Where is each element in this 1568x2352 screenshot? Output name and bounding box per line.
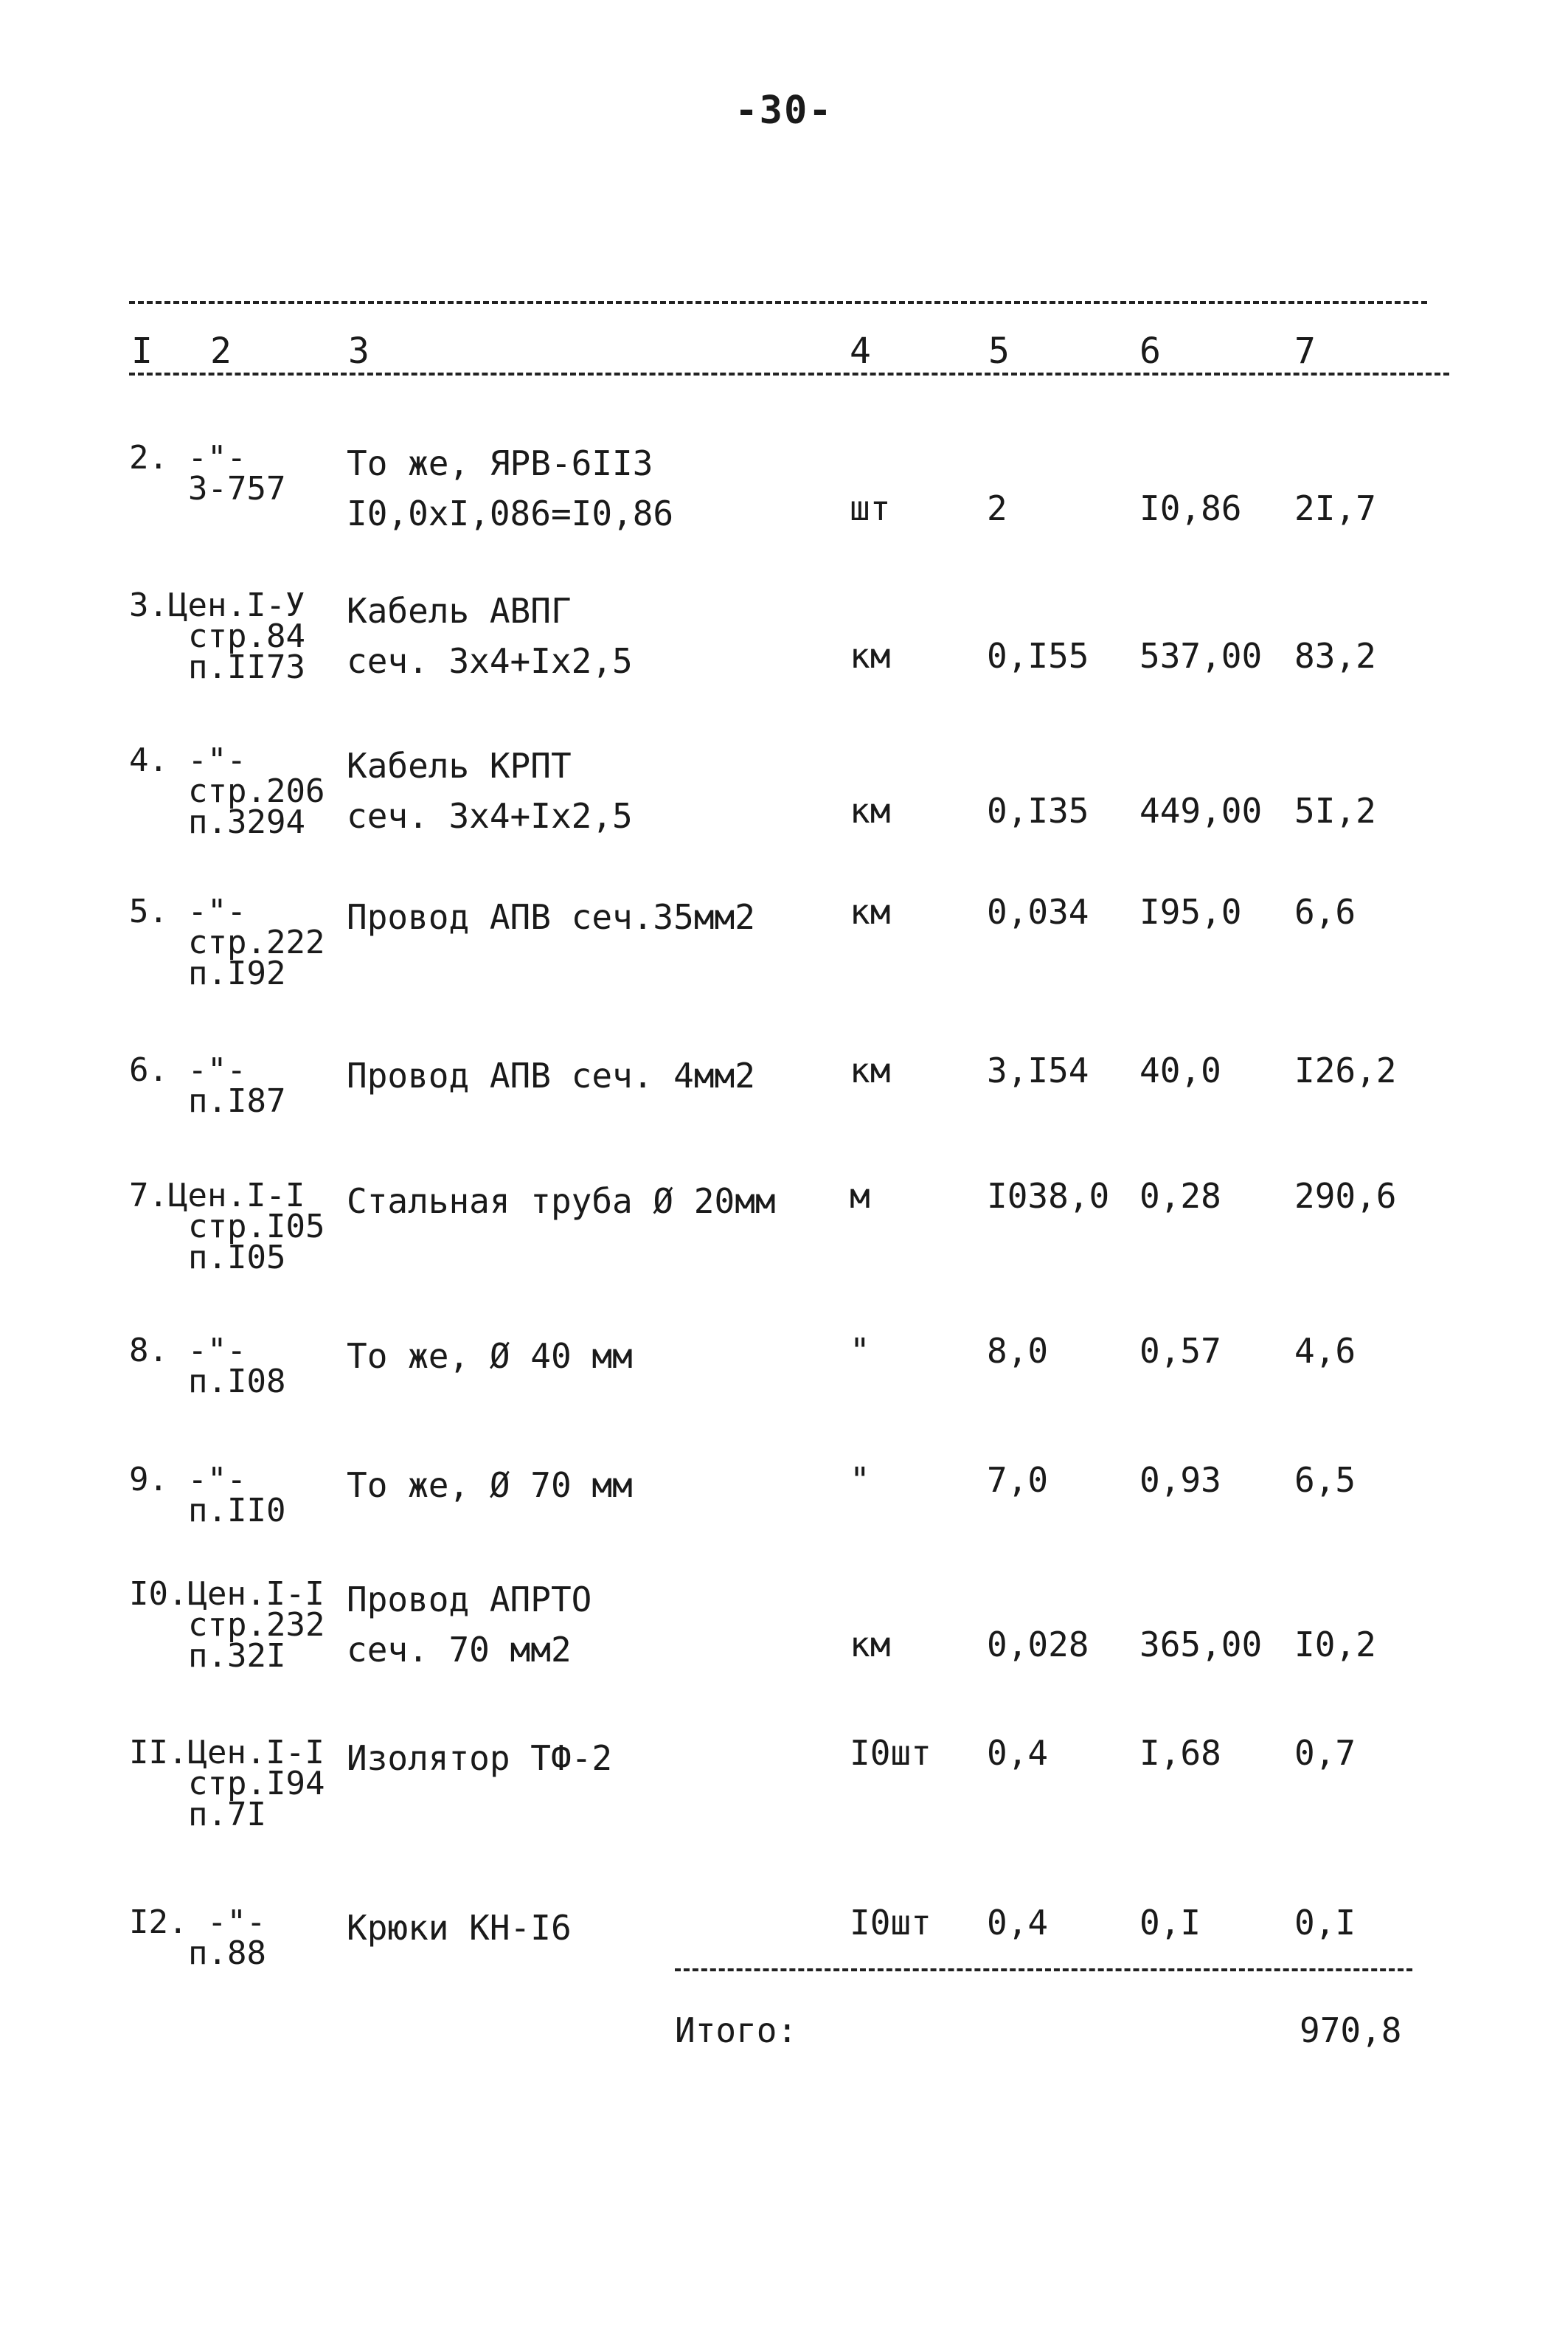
row-reference-line: п.I08 — [188, 1363, 286, 1400]
row-total: 5I,2 — [1294, 791, 1376, 831]
row-quantity: 0,4 — [987, 1903, 1049, 1943]
row-unit: I0шт — [850, 1903, 932, 1943]
col-header-6: 6 — [1139, 331, 1161, 372]
row-unit: " — [850, 1460, 870, 1500]
row-reference — [129, 1332, 286, 1400]
row-reference-line: 3.Цен.I-У — [129, 587, 305, 624]
row-reference — [129, 587, 305, 686]
row-reference-line: п.I92 — [188, 955, 286, 992]
row-unit-price: I95,0 — [1139, 892, 1242, 932]
row-reference — [129, 439, 286, 508]
row-description — [347, 586, 633, 686]
row-unit-price: 0,28 — [1139, 1176, 1221, 1216]
row-quantity: 0,034 — [987, 892, 1089, 932]
row-reference-line: п.7I — [188, 1796, 266, 1833]
row-reference-line: II.Цен.I-I — [129, 1734, 325, 1771]
row-reference-line: 3-757 — [188, 470, 286, 508]
row-reference-line: 2. -"- — [129, 439, 246, 477]
row-quantity: 2 — [987, 488, 1007, 528]
row-total: 4,6 — [1294, 1331, 1356, 1371]
row-reference-line: стр.I05 — [188, 1208, 325, 1245]
page-number: -30- — [735, 89, 833, 133]
row-description-line: Стальная труба Ø 20мм — [347, 1181, 776, 1221]
row-quantity: 0,I35 — [987, 791, 1089, 831]
row-reference — [129, 893, 325, 992]
row-description-line: сеч. 3x4+Ix2,5 — [347, 641, 633, 681]
row-unit: I0шт — [850, 1733, 932, 1773]
row-description-line: Крюки КН-I6 — [347, 1908, 572, 1948]
row-unit: км — [850, 791, 891, 831]
row-unit-price: 365,00 — [1139, 1625, 1263, 1664]
row-unit: км — [850, 636, 891, 676]
row-reference-line: I0.Цен.I-I — [129, 1575, 325, 1613]
row-unit-price: 449,00 — [1139, 791, 1263, 831]
row-reference-line: 5. -"- — [129, 893, 246, 930]
col-header-7: 7 — [1294, 331, 1316, 372]
row-reference-line: стр.206 — [188, 772, 325, 810]
row-total: 6,6 — [1294, 892, 1356, 932]
row-description-line: То же, Ø 70 мм — [347, 1465, 633, 1505]
row-description — [347, 892, 755, 942]
col-header-1: I — [131, 331, 153, 372]
row-reference — [129, 1051, 286, 1120]
row-description-line: I0,0xI,086=I0,86 — [347, 494, 674, 533]
row-total: 83,2 — [1294, 636, 1376, 676]
header-rule — [129, 373, 1449, 376]
total-value: 970,8 — [1300, 2010, 1402, 2050]
row-reference-line: п.II73 — [188, 648, 305, 686]
row-description-line: Кабель АВПГ — [347, 591, 572, 631]
row-total: 0,7 — [1294, 1733, 1356, 1773]
row-reference-line: стр.I94 — [188, 1765, 325, 1802]
row-unit: шт — [850, 488, 891, 528]
row-quantity: 8,0 — [987, 1331, 1049, 1371]
row-description-line: Провод АПВ сеч. 4мм2 — [347, 1056, 755, 1096]
row-description — [347, 1460, 633, 1510]
row-description-line: сеч. 70 мм2 — [347, 1630, 572, 1670]
row-reference — [129, 741, 325, 841]
row-unit-price: 0,57 — [1139, 1331, 1221, 1371]
row-quantity: 0,028 — [987, 1625, 1089, 1664]
row-reference-line: п.32I — [188, 1637, 286, 1675]
row-description — [347, 1903, 572, 1953]
row-total: 2I,7 — [1294, 488, 1376, 528]
row-unit-price: I0,86 — [1139, 488, 1242, 528]
row-reference — [129, 1575, 325, 1675]
row-description — [347, 1051, 755, 1101]
row-description — [347, 1331, 633, 1381]
row-quantity: 0,I55 — [987, 636, 1089, 676]
row-description — [347, 1176, 776, 1226]
total-rule — [675, 1968, 1412, 1971]
row-unit: " — [850, 1331, 870, 1371]
row-description — [347, 741, 633, 841]
row-description-line: То же, Ø 40 мм — [347, 1336, 633, 1376]
row-unit: км — [850, 1051, 891, 1090]
row-unit: м — [850, 1176, 870, 1216]
row-quantity: 3,I54 — [987, 1051, 1089, 1090]
row-reference-line: п.3294 — [188, 803, 305, 841]
row-unit-price: 0,I — [1139, 1903, 1201, 1943]
row-unit: км — [850, 892, 891, 932]
row-description-line: То же, ЯРВ-6II3 — [347, 443, 653, 483]
row-total: 290,6 — [1294, 1176, 1397, 1216]
row-quantity: 0,4 — [987, 1733, 1049, 1773]
row-reference-line: п.II0 — [188, 1492, 286, 1529]
row-total: I26,2 — [1294, 1051, 1397, 1090]
row-reference-line: п.I87 — [188, 1082, 286, 1120]
row-description-line: сеч. 3x4+Ix2,5 — [347, 796, 633, 836]
row-description-line: Провод АПВ сеч.35мм2 — [347, 897, 755, 937]
col-header-5: 5 — [988, 331, 1010, 372]
row-reference-line: 4. -"- — [129, 741, 246, 779]
row-description — [347, 1733, 612, 1783]
row-reference-line: п.I05 — [188, 1239, 286, 1276]
row-reference-line: стр.232 — [188, 1606, 325, 1644]
row-reference-line: I2. -"- — [129, 1903, 266, 1941]
row-quantity: I038,0 — [987, 1176, 1110, 1216]
total-label: Итого: — [675, 2010, 798, 2050]
row-reference-line: 9. -"- — [129, 1461, 246, 1498]
row-reference — [129, 1903, 266, 1972]
row-unit-price: 40,0 — [1139, 1051, 1221, 1090]
row-reference — [129, 1734, 325, 1833]
row-reference — [129, 1461, 286, 1529]
row-description — [347, 438, 673, 539]
row-reference-line: п.88 — [188, 1934, 266, 1972]
row-description-line: Кабель КРПТ — [347, 746, 572, 786]
row-unit-price: I,68 — [1139, 1733, 1221, 1773]
row-reference-line: стр.222 — [188, 924, 325, 961]
row-unit-price: 0,93 — [1139, 1460, 1221, 1500]
col-header-3: 3 — [348, 331, 370, 372]
col-header-2: 2 — [210, 331, 232, 372]
row-reference-line: 7.Цен.I-I — [129, 1177, 305, 1214]
top-rule — [129, 301, 1427, 304]
row-description-line: Провод АПРТО — [347, 1580, 592, 1619]
col-header-4: 4 — [850, 331, 871, 372]
row-reference-line: 6. -"- — [129, 1051, 246, 1089]
row-total: I0,2 — [1294, 1625, 1376, 1664]
row-reference — [129, 1177, 325, 1276]
row-unit: км — [850, 1625, 891, 1664]
row-total: 6,5 — [1294, 1460, 1356, 1500]
row-reference-line: стр.84 — [188, 618, 305, 655]
row-description — [347, 1574, 592, 1675]
row-description-line: Изолятор ТФ-2 — [347, 1738, 613, 1778]
row-total: 0,I — [1294, 1903, 1356, 1943]
row-reference-line: 8. -"- — [129, 1332, 246, 1369]
row-unit-price: 537,00 — [1139, 636, 1263, 676]
row-quantity: 7,0 — [987, 1460, 1049, 1500]
